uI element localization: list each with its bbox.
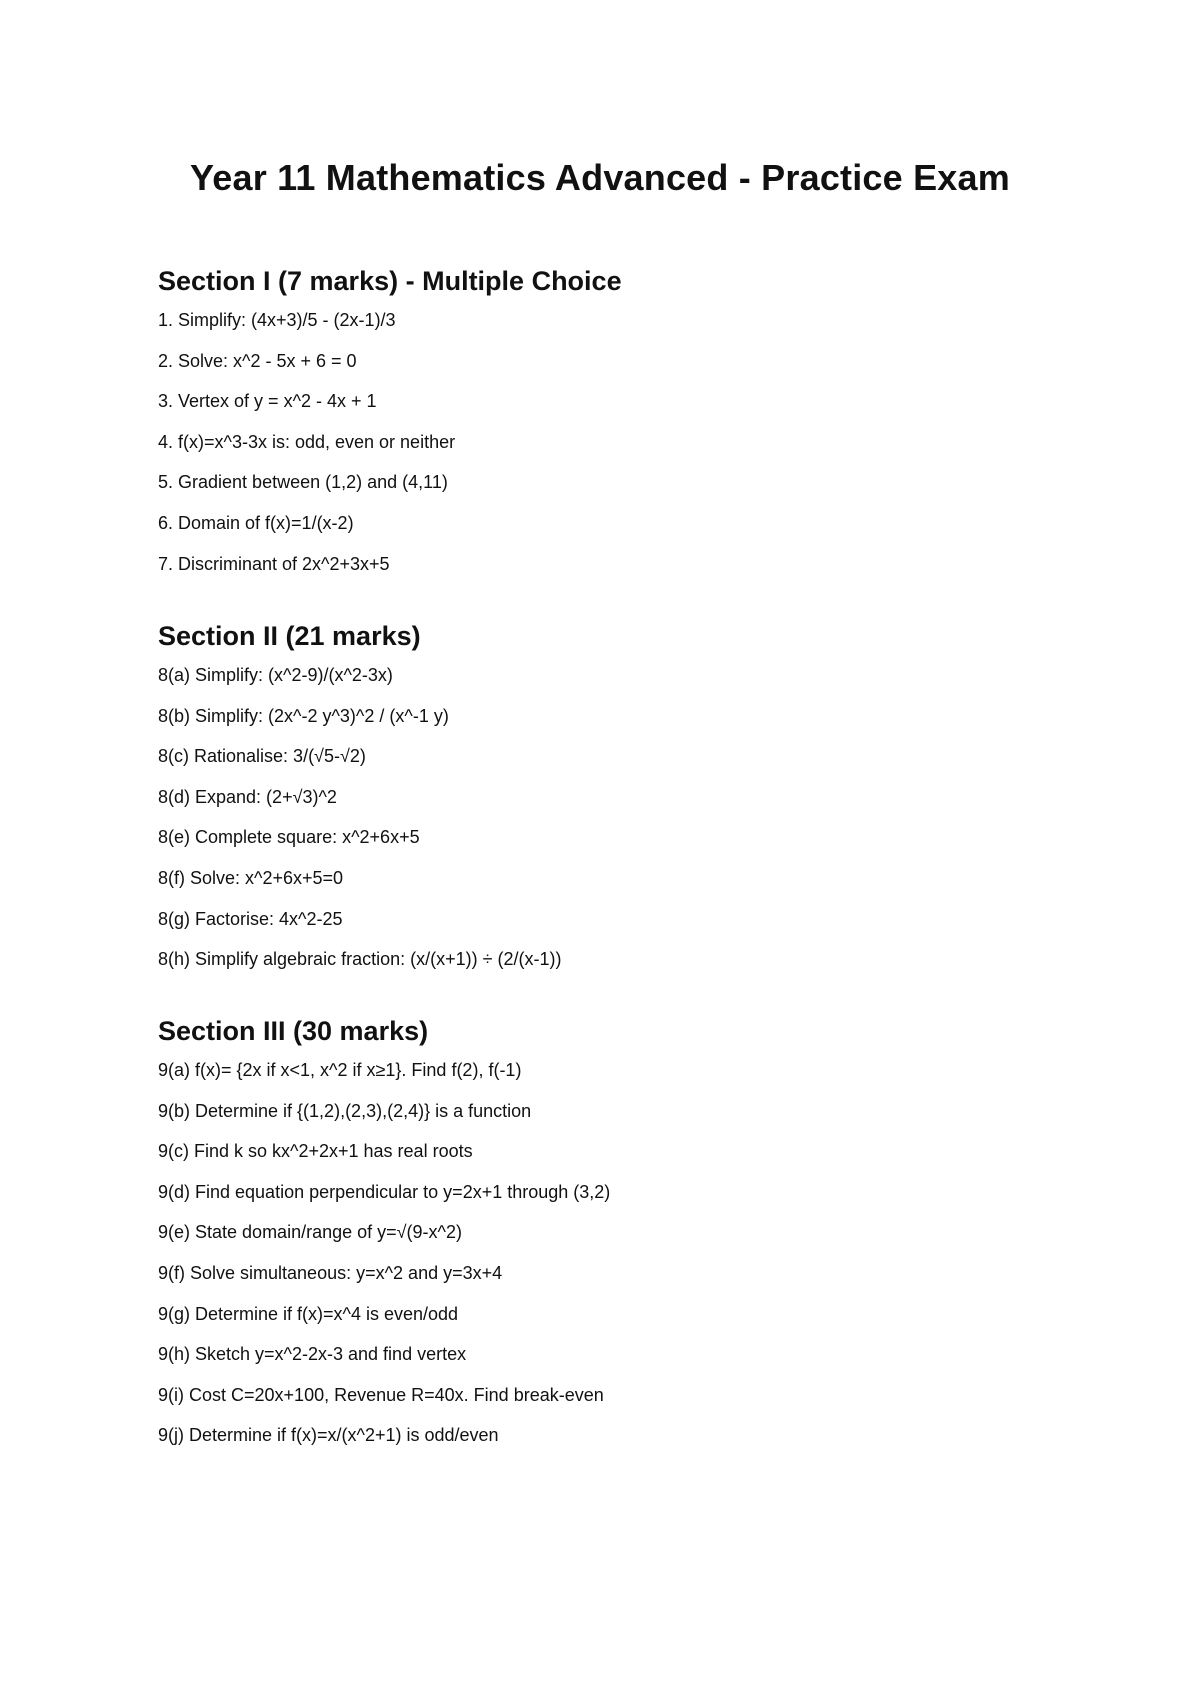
question-8d: 8(d) Expand: (2+√3)^2: [158, 786, 337, 807]
section-1: [158, 264, 1058, 592]
question-8h: 8(h) Simplify algebraic fraction: (x/(x+1)) ÷ (2/(x-1)): [158, 949, 562, 970]
question-9j: 9(j) Determine if f(x)=x/(x^2+1) is odd/even: [158, 1425, 499, 1446]
section-heading: Section III (30 marks): [158, 1016, 429, 1046]
question-8a: 8(a) Simplify: (x^2-9)/(x^2-3x): [158, 665, 393, 685]
question-4: 4. f(x)=x^3-3x is: odd, even or neither: [158, 431, 456, 452]
section-2: [158, 619, 1058, 988]
section-heading: Section II (21 marks): [158, 621, 421, 651]
question-3: 3. Vertex of y = x^2 - 4x + 1: [158, 391, 377, 412]
document-title: Year 11 Mathematics Advanced - Practice Exam: [190, 157, 1010, 198]
question-5: 5. Gradient between (1,2) and (4,11): [158, 472, 448, 493]
question-8b: 8(b) Simplify: (2x^-2 y^3)^2 / (x^-1 y): [158, 705, 449, 726]
question-6: 6. Domain of f(x)=1/(x-2): [158, 512, 354, 533]
question-9i: 9(i) Cost C=20x+100, Revenue R=40x. Find break-even: [158, 1384, 604, 1405]
question-9b: 9(b) Determine if {(1,2),(2,3),(2,4)} is a function: [158, 1100, 532, 1121]
question-7: 7. Discriminant of 2x^2+3x+5: [158, 553, 390, 574]
question-9h: 9(h) Sketch y=x^2-2x-3 and find vertex: [158, 1344, 467, 1365]
question-9f: 9(f) Solve simultaneous: y=x^2 and y=3x+4: [158, 1262, 503, 1283]
question-8e: 8(e) Complete square: x^2+6x+5: [158, 827, 420, 848]
question-9c: 9(c) Find k so kx^2+2x+1 has real roots: [158, 1141, 473, 1162]
question-8c: 8(c) Rationalise: 3/(√5-√2): [158, 746, 366, 767]
question-9e: 9(e) State domain/range of y=√(9-x^2): [158, 1222, 462, 1243]
question-1: 1. Simplify: (4x+3)/5 - (2x-1)/3: [158, 310, 396, 330]
question-9a: 9(a) f(x)= {2x if x<1, x^2 if x≥1}. Find f(2), f(-1): [158, 1060, 522, 1080]
question-9g: 9(g) Determine if f(x)=x^4 is even/odd: [158, 1303, 459, 1324]
question-8f: 8(f) Solve: x^2+6x+5=0: [158, 867, 344, 888]
section-heading: Section I (7 marks) - Multiple Choice: [158, 266, 622, 296]
question-2: 2. Solve: x^2 - 5x + 6 = 0: [158, 350, 357, 371]
section-3: [158, 1014, 1058, 1464]
question-9d: 9(d) Find equation perpendicular to y=2x+1 through (3,2): [158, 1181, 611, 1202]
question-8g: 8(g) Factorise: 4x^2-25: [158, 908, 343, 929]
